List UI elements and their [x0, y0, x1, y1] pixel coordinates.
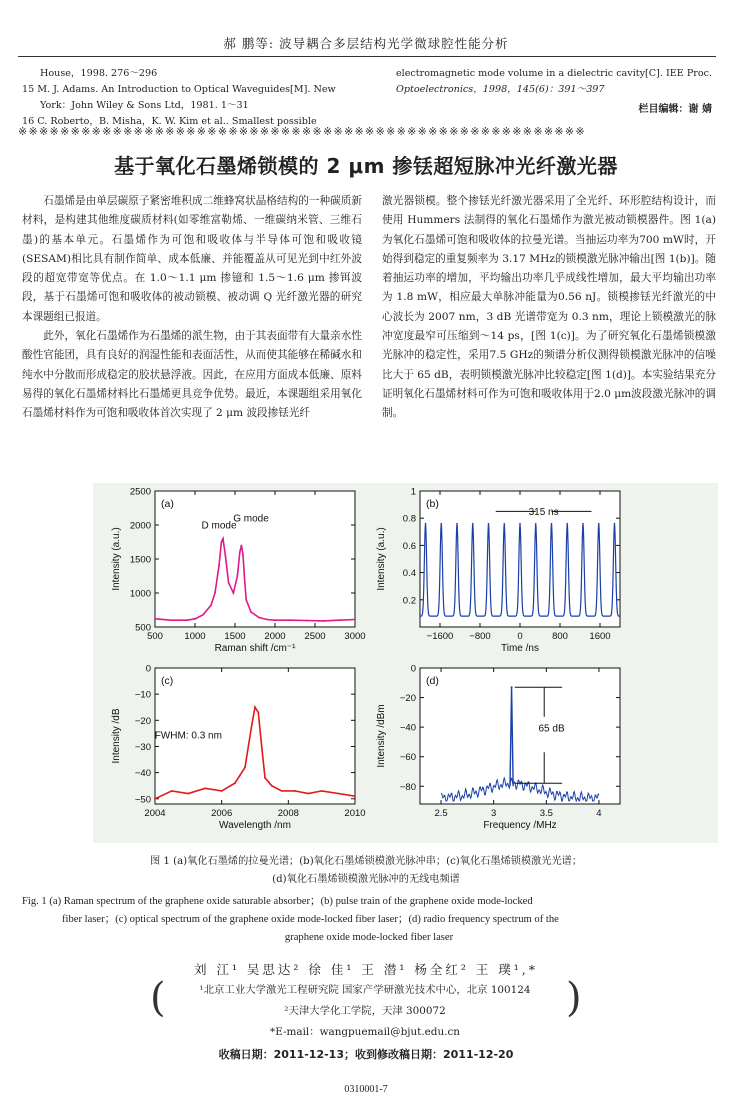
- x-tick-label: 1600: [589, 631, 611, 642]
- data-point: [251, 725, 253, 727]
- data-point: [294, 790, 296, 792]
- data-point: [187, 793, 189, 795]
- y-axis-label: Intensity /dB: [111, 708, 122, 764]
- annotation-g-mode: G mode: [233, 513, 269, 525]
- data-point: [245, 599, 247, 601]
- data-point: [228, 582, 230, 584]
- y-tick-label: −30: [134, 741, 151, 753]
- x-tick-label: 2008: [277, 808, 299, 819]
- data-point: [321, 790, 323, 792]
- data-point: [250, 611, 252, 613]
- y-tick-label: 1000: [129, 588, 151, 600]
- pulse-peak: [456, 523, 458, 525]
- received-date: 收稿日期：2011-12-13；收到修改稿日期：2011-12-20: [218, 1048, 514, 1061]
- annotation-d-mode: D mode: [201, 520, 237, 532]
- x-tick-label: 1500: [224, 631, 246, 642]
- data-point: [338, 619, 340, 621]
- y-tick-label: 0.8: [402, 513, 416, 525]
- data-point: [222, 538, 224, 540]
- pulse-peak: [488, 523, 490, 525]
- data-point: [271, 785, 273, 787]
- reference-line: York：John Wiley & Sons Ltd，1981. 1～31: [40, 100, 249, 111]
- pulse-peak: [598, 523, 600, 525]
- x-tick-label: 1000: [184, 631, 206, 642]
- running-header: 郝 鹏等: 波导耦合多层结构光学微球腔性能分析: [223, 36, 509, 51]
- data-point: [337, 793, 339, 795]
- author-list: 刘 江¹ 吴思达² 徐 佳¹ 王 潜¹ 杨全红² 王 璞¹,*: [193, 962, 539, 977]
- x-axis-label: Raman shift /cm⁻¹: [214, 643, 296, 654]
- data-point: [274, 619, 276, 621]
- data-point: [266, 619, 268, 621]
- x-axis-label: Wavelength /nm: [219, 820, 291, 831]
- data-point: [234, 782, 236, 784]
- paragraph: 石墨烯是由单层碳原子紧密堆积成二维蜂窝状晶格结构的一种碳质新材料，是构建其他维度碳质材料(如零维富勒烯、一维碳纳米管、三维石墨)的基本单元。石墨烯作为可饱和吸收体与半导体可饱和吸收镜(SESAM)相比具有制作简单、成本低廉、并能覆盖从可见光到中红外波段的超宽带宽等优点。在 1.0～1.1 μm 掺镱和 1.5～1.6 μm 掺铒波段，基于石墨烯可饱和吸收体的被动锁模、被动调 Q 光纤激光器的研究本课题组已报道。: [22, 195, 362, 323]
- data-point: [241, 545, 243, 547]
- annotation-fwhm: FWHM: 0.3 nm: [154, 730, 222, 742]
- caption-line: (d)氧化石墨烯锁模激光脉冲的无线电频谱: [272, 874, 460, 885]
- data-point: [237, 575, 239, 577]
- affiliation-line: *E-mail：wangpuemail@bjut.edu.cn: [270, 1026, 460, 1038]
- data-point: [306, 620, 308, 622]
- data-point: [354, 795, 356, 797]
- y-tick-label: −60: [399, 752, 416, 764]
- data-point: [225, 555, 227, 557]
- y-tick-label: −10: [134, 689, 151, 701]
- data-point: [154, 618, 156, 620]
- data-point: [264, 777, 266, 779]
- x-tick-label: 500: [147, 631, 163, 642]
- x-tick-label: 3.5: [539, 808, 553, 819]
- data-point: [354, 619, 356, 621]
- figure-panel: [95, 658, 375, 834]
- y-tick-label: −40: [399, 722, 416, 734]
- reference-line: House，1998. 276～296: [40, 68, 158, 79]
- y-tick-label: 2000: [129, 520, 151, 532]
- panel-label: (d): [426, 675, 439, 687]
- data-point: [244, 579, 246, 581]
- data-point: [194, 618, 196, 620]
- y-tick-label: 0: [145, 663, 151, 675]
- caption-line: graphene oxide mode-locked fiber laser: [284, 932, 454, 943]
- panel-label: (b): [426, 498, 439, 510]
- data-point: [233, 592, 235, 594]
- data-point: [244, 766, 246, 768]
- y-tick-label: 0.4: [402, 568, 416, 580]
- figure-panel: [95, 481, 375, 657]
- right-bracket: ): [566, 975, 582, 1021]
- figure-panel: [360, 658, 640, 834]
- body-column-left: [22, 192, 362, 424]
- caption-line: fiber laser；(c) optical spectrum of the graphene oxide mode-locked fiber laser；(d) radio frequency spectrum of the: [62, 914, 559, 925]
- y-tick-label: 2500: [129, 486, 151, 498]
- x-axis-label: Time /ns: [501, 643, 539, 654]
- pulse-peak: [535, 523, 537, 525]
- plot-frame: [155, 491, 355, 627]
- data-point: [221, 541, 223, 543]
- y-tick-label: 1: [410, 486, 416, 498]
- pulse-peak: [519, 523, 521, 525]
- affiliation-line: ²天津大学化工学院，天津 300072: [284, 1005, 446, 1017]
- pulse-peak: [503, 523, 505, 525]
- y-axis-label: Intensity (a.u.): [111, 527, 122, 591]
- reference-line: electromagnetic mode volume in a dielectric cavity[C]. IEE Proc.: [396, 68, 713, 79]
- body-column-right: [382, 192, 716, 424]
- pulse-peak: [582, 523, 584, 525]
- references-left: [22, 66, 382, 130]
- left-bracket: (: [150, 975, 166, 1021]
- chart-svg: [360, 481, 640, 657]
- chart-svg: [360, 658, 640, 834]
- data-point: [281, 790, 283, 792]
- x-tick-label: 3000: [344, 631, 366, 642]
- y-tick-label: −20: [134, 715, 151, 727]
- pulse-peak: [614, 523, 616, 525]
- chart-svg: [95, 481, 375, 657]
- chart-svg: [95, 658, 375, 834]
- column-editor: 栏目编辑：谢 婧: [638, 104, 712, 115]
- panel-label: (a): [161, 498, 174, 510]
- data-point: [290, 619, 292, 621]
- y-tick-label: 0: [410, 663, 416, 675]
- x-tick-label: 2000: [264, 631, 286, 642]
- pulse-peak: [425, 523, 427, 525]
- article-title: 基于氧化石墨烯锁模的 2 μm 掺铥超短脉冲光纤激光器: [114, 154, 618, 178]
- y-tick-label: −80: [399, 781, 416, 793]
- affiliations: [150, 975, 582, 1043]
- x-tick-label: 2010: [344, 808, 366, 819]
- paragraph: 激光器锁模。整个掺铥光纤激光器采用了全光纤、环形腔结构设计，而使用 Hummers 法制得的氧化石墨烯作为激光被动锁模器件。图 1(a)为氧化石墨烯可饱和吸收体的拉曼光谱。当抽运功率为700 mW时，开始得到稳定的重复频率为 3.17 MHz的锁模激光脉冲输出[图 1(b)]。随着抽运功率的增加，平均输出功率几乎成线性增加，最大平均输出功率为 1.8 mW，相应最大单脉冲能量为0.56 nJ。锁模掺铥光纤激光的中心波长为 2007 nm，3 dB 光谱带宽为 0.3 nm，理论上锁模激光的脉冲宽度最窄可压缩到～14 ps，[图 1(c)]。为了研究氧化石墨烯锁模激光脉冲的稳定性，采用7.5 GHz的频谱分析仪测得锁模激光脉冲的信噪比大于 65 dB，表明锁模激光脉冲比较稳定[图 1(d)]。本实验结果充分证明氧化石墨烯材料可作为可饱和吸收体用于2.0 μm波段激光脉冲的调制。: [382, 195, 716, 420]
- x-tick-label: 2500: [304, 631, 326, 642]
- pulse-peak: [566, 523, 568, 525]
- caption-line: Fig. 1 (a) Raman spectrum of the graphene oxide saturable absorber；(b) pulse train of the graphene oxide mode-locked: [22, 896, 533, 907]
- data-point: [202, 614, 204, 616]
- y-tick-label: 500: [135, 622, 151, 634]
- y-tick-label: −50: [134, 794, 151, 806]
- x-tick-label: 3: [491, 808, 497, 819]
- x-tick-label: 2006: [211, 808, 233, 819]
- x-tick-label: 800: [552, 631, 568, 642]
- x-axis-label: Frequency /MHz: [483, 820, 557, 831]
- y-axis-label: Intensity /dBm: [376, 704, 387, 768]
- data-point: [322, 620, 324, 622]
- data-point: [171, 790, 173, 792]
- data-point: [254, 706, 256, 708]
- data-point: [170, 619, 172, 621]
- figure-panel: [360, 481, 640, 657]
- data-point: [214, 592, 216, 594]
- x-tick-label: 0: [517, 631, 523, 642]
- references-right: [396, 66, 718, 98]
- page-number: 0310001-7: [344, 1084, 388, 1095]
- x-tick-label: −800: [469, 631, 491, 642]
- data-point: [218, 565, 220, 567]
- y-tick-label: 0.2: [402, 595, 416, 607]
- x-tick-label: −1600: [426, 631, 454, 642]
- pulse-peak: [472, 523, 474, 525]
- data-point: [154, 798, 156, 800]
- annotation-period: 315 ns: [528, 506, 559, 518]
- caption-line: 图 1 (a)氧化石墨烯的拉曼光谱；(b)氧化石墨烯锁模激光脉冲串；(c)氧化石墨烯锁模激光光谱；: [149, 856, 583, 867]
- data-point: [261, 746, 263, 748]
- panel-label: (c): [161, 675, 174, 687]
- reference-line: Optoelectronics，1998，145(6)：391～397: [396, 84, 605, 95]
- figure-caption-cn: [0, 853, 732, 889]
- y-tick-label: 0.6: [402, 540, 416, 552]
- data-point: [210, 604, 212, 606]
- annotation-snr: 65 dB: [538, 723, 565, 735]
- data-point: [257, 712, 259, 714]
- y-tick-label: −20: [399, 693, 416, 705]
- separator-stars: ※※※※※※※※※※※※※※※※※※※※※※※※※※※※※※※※※※※※※※※※※※※※※※※※※※※※※※: [18, 126, 586, 138]
- data-point: [204, 787, 206, 789]
- rf-peak: [511, 686, 513, 688]
- data-point: [221, 790, 223, 792]
- data-point: [258, 617, 260, 619]
- y-tick-label: 1500: [129, 554, 151, 566]
- figure-caption-en: [22, 893, 716, 947]
- affiliation-line: ¹北京工业大学激光工程研究院 国家产学研激光技术中心，北京 100124: [199, 984, 531, 996]
- pulse-peak: [440, 523, 442, 525]
- data-point: [242, 554, 244, 556]
- header-rule: [18, 56, 716, 57]
- pulse-peak: [551, 523, 553, 525]
- data-point: [186, 619, 188, 621]
- y-tick-label: −40: [134, 768, 151, 780]
- reference-line: 16 C. Roberto，B. Misha，K. W. Kim et al.. Smallest possible: [22, 116, 317, 127]
- reference-line: 15 M. J. Adams. An Introduction to Optical Waveguides[M]. New: [22, 84, 336, 95]
- x-tick-label: 2004: [144, 808, 166, 819]
- data-point: [239, 551, 241, 553]
- paragraph: 此外，氧化石墨烯作为石墨烯的派生物，由于其表面带有大量亲水性酸性官能团，具有良好的润湿性能和表面活性，从而使其能够在稀碱水和纯水中分散而形成稳定的胶状悬浮液。因此，在应用方面成本低廉、原料易得的氧化石墨烯材料比石墨烯更具竞争优势。最近，本课题组采用氧化石墨烯材料作为可饱和吸收体首次实现了 2 μm 波段掺铥光纤: [22, 330, 362, 420]
- x-tick-label: 2.5: [434, 808, 448, 819]
- x-tick-label: 4: [596, 808, 602, 819]
- y-axis-label: Intensity (a.u.): [376, 527, 387, 591]
- data-point: [307, 793, 309, 795]
